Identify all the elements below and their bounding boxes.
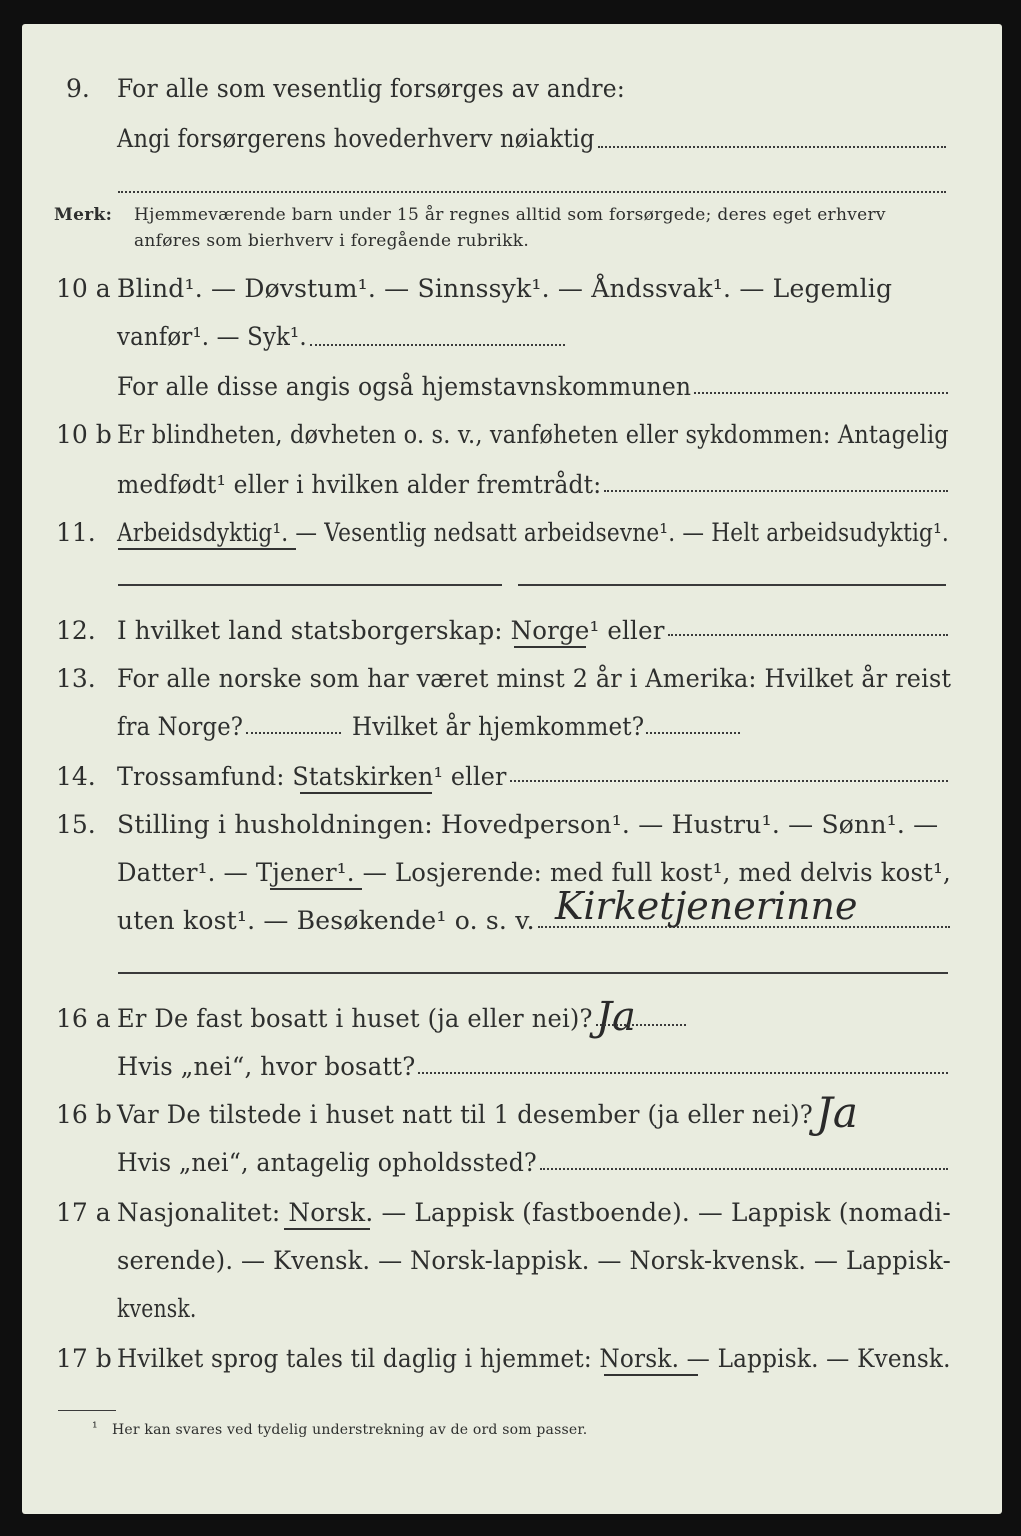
answer-line-13a	[246, 732, 341, 734]
item-number-9: 9.	[66, 74, 90, 103]
question-10a-line3: For alle disse angis også hjemstavnskommunen	[117, 372, 692, 401]
question-10b-line2: medfødt¹ eller i hvilken alder fremtrådt:	[117, 470, 602, 499]
answer-line-10a	[310, 344, 565, 346]
underline-statskirken	[300, 792, 432, 794]
answer-line-10b	[604, 490, 948, 492]
question-17a-line1: Nasjonalitet: Norsk. — Lappisk (fastboende). — Lappisk (nomadi-	[117, 1198, 951, 1227]
answer-line-13b	[646, 732, 740, 734]
question-17a-line3: kvensk.	[117, 1294, 197, 1323]
separator-15	[118, 972, 948, 974]
question-12-line1: I hvilket land statsborgerskap: Norge¹ eller	[117, 616, 665, 645]
question-16a-line1: Er De fast bosatt i huset (ja eller nei)?	[117, 1004, 593, 1033]
question-10b-line1: Er blindheten, døvheten o. s. v., vanføheten eller sykdommen: Antagelig	[117, 420, 949, 449]
item-number-17b: 17 b	[56, 1344, 112, 1373]
item-number-16a: 16 a	[56, 1004, 111, 1033]
question-13-line2a: fra Norge?	[117, 712, 244, 741]
question-15-line3: uten kost¹. — Besøkende¹ o. s. v.	[117, 906, 535, 935]
question-13-line2b: Hvilket år hjemkommet?	[352, 712, 645, 741]
answer-line-16a-where	[418, 1072, 948, 1074]
underline-norsk-17a	[284, 1228, 370, 1230]
answer-line-10a-home	[694, 392, 948, 394]
underline-tjener	[270, 888, 362, 890]
item-number-13: 13.	[56, 664, 96, 693]
underline-norsk-17b	[604, 1374, 698, 1376]
separator-11a	[118, 584, 502, 586]
question-10a-line1: Blind¹. — Døvstum¹. — Sinnssyk¹. — Åndssvak¹. — Legemlig	[117, 274, 893, 303]
question-11-line1: Arbeidsdyktig¹. — Vesentlig nedsatt arbeidsevne¹. — Helt arbeidsudyktig¹.	[117, 518, 949, 547]
note-line2: anføres som bierhverv i foregående rubrikk.	[134, 231, 530, 251]
question-16a-line2: Hvis „nei“, hvor bosatt?	[117, 1052, 416, 1081]
handwritten-answer-16a: Ja	[596, 994, 636, 1040]
question-17a-line2: serende). — Kvensk. — Norsk-lappisk. — Norsk-kvensk. — Lappisk-	[117, 1246, 951, 1275]
question-15-line2: Datter¹. — Tjener¹. — Losjerende: med full kost¹, med delvis kost¹,	[117, 858, 951, 887]
note-label: Merk:	[54, 205, 113, 225]
footnote-text: Her kan svares ved tydelig understrekning av de ord som passer.	[112, 1422, 588, 1438]
item-number-17a: 17 a	[56, 1198, 111, 1227]
question-9-line1: For alle som vesentlig forsørges av andre:	[117, 74, 625, 103]
item-number-10b: 10 b	[56, 420, 112, 449]
answer-line-9	[598, 146, 946, 148]
answer-line-14	[510, 780, 948, 782]
question-10a-line2: vanfør¹. — Syk¹.	[117, 322, 307, 351]
question-13-line1: For alle norske som har været minst 2 år i Amerika: Hvilket år reist	[117, 664, 952, 693]
question-15-line1: Stilling i husholdningen: Hovedperson¹. — Hustru¹. — Sønn¹. —	[117, 810, 939, 839]
underline-arbeidsdyktig	[118, 548, 296, 550]
underline-norge	[514, 646, 586, 648]
answer-line-12	[668, 634, 948, 636]
footnote-mark: ¹	[92, 1420, 98, 1436]
item-number-11: 11.	[56, 518, 96, 547]
note-line1: Hjemmeværende barn under 15 år regnes alltid som forsørgede; deres eget erhverv	[134, 205, 886, 225]
question-9-line2: Angi forsørgerens hovederhverv nøiaktig	[117, 124, 595, 153]
separator-11b	[518, 584, 946, 586]
answer-line-16a	[596, 1024, 686, 1026]
item-number-14: 14.	[56, 762, 96, 791]
question-14-line1: Trossamfund: Statskirken¹ eller	[117, 762, 507, 791]
item-number-10a: 10 a	[56, 274, 111, 303]
item-number-15: 15.	[56, 810, 96, 839]
question-17b-line1: Hvilket sprog tales til daglig i hjemmet: Norsk. — Lappisk. — Kvensk.	[117, 1344, 951, 1373]
answer-line-9b	[118, 191, 946, 193]
question-16b-line2: Hvis „nei“, antagelig opholdssted?	[117, 1148, 537, 1177]
answer-line-16b	[540, 1168, 948, 1170]
footnote-rule	[58, 1410, 116, 1411]
item-number-12: 12.	[56, 616, 96, 645]
item-number-16b: 16 b	[56, 1100, 112, 1129]
question-16b-line1: Var De tilstede i huset natt til 1 desember (ja eller nei)?	[117, 1100, 813, 1129]
handwritten-answer-16b: Ja	[816, 1088, 858, 1137]
handwritten-answer-15: Kirketjenerinne	[555, 884, 858, 928]
